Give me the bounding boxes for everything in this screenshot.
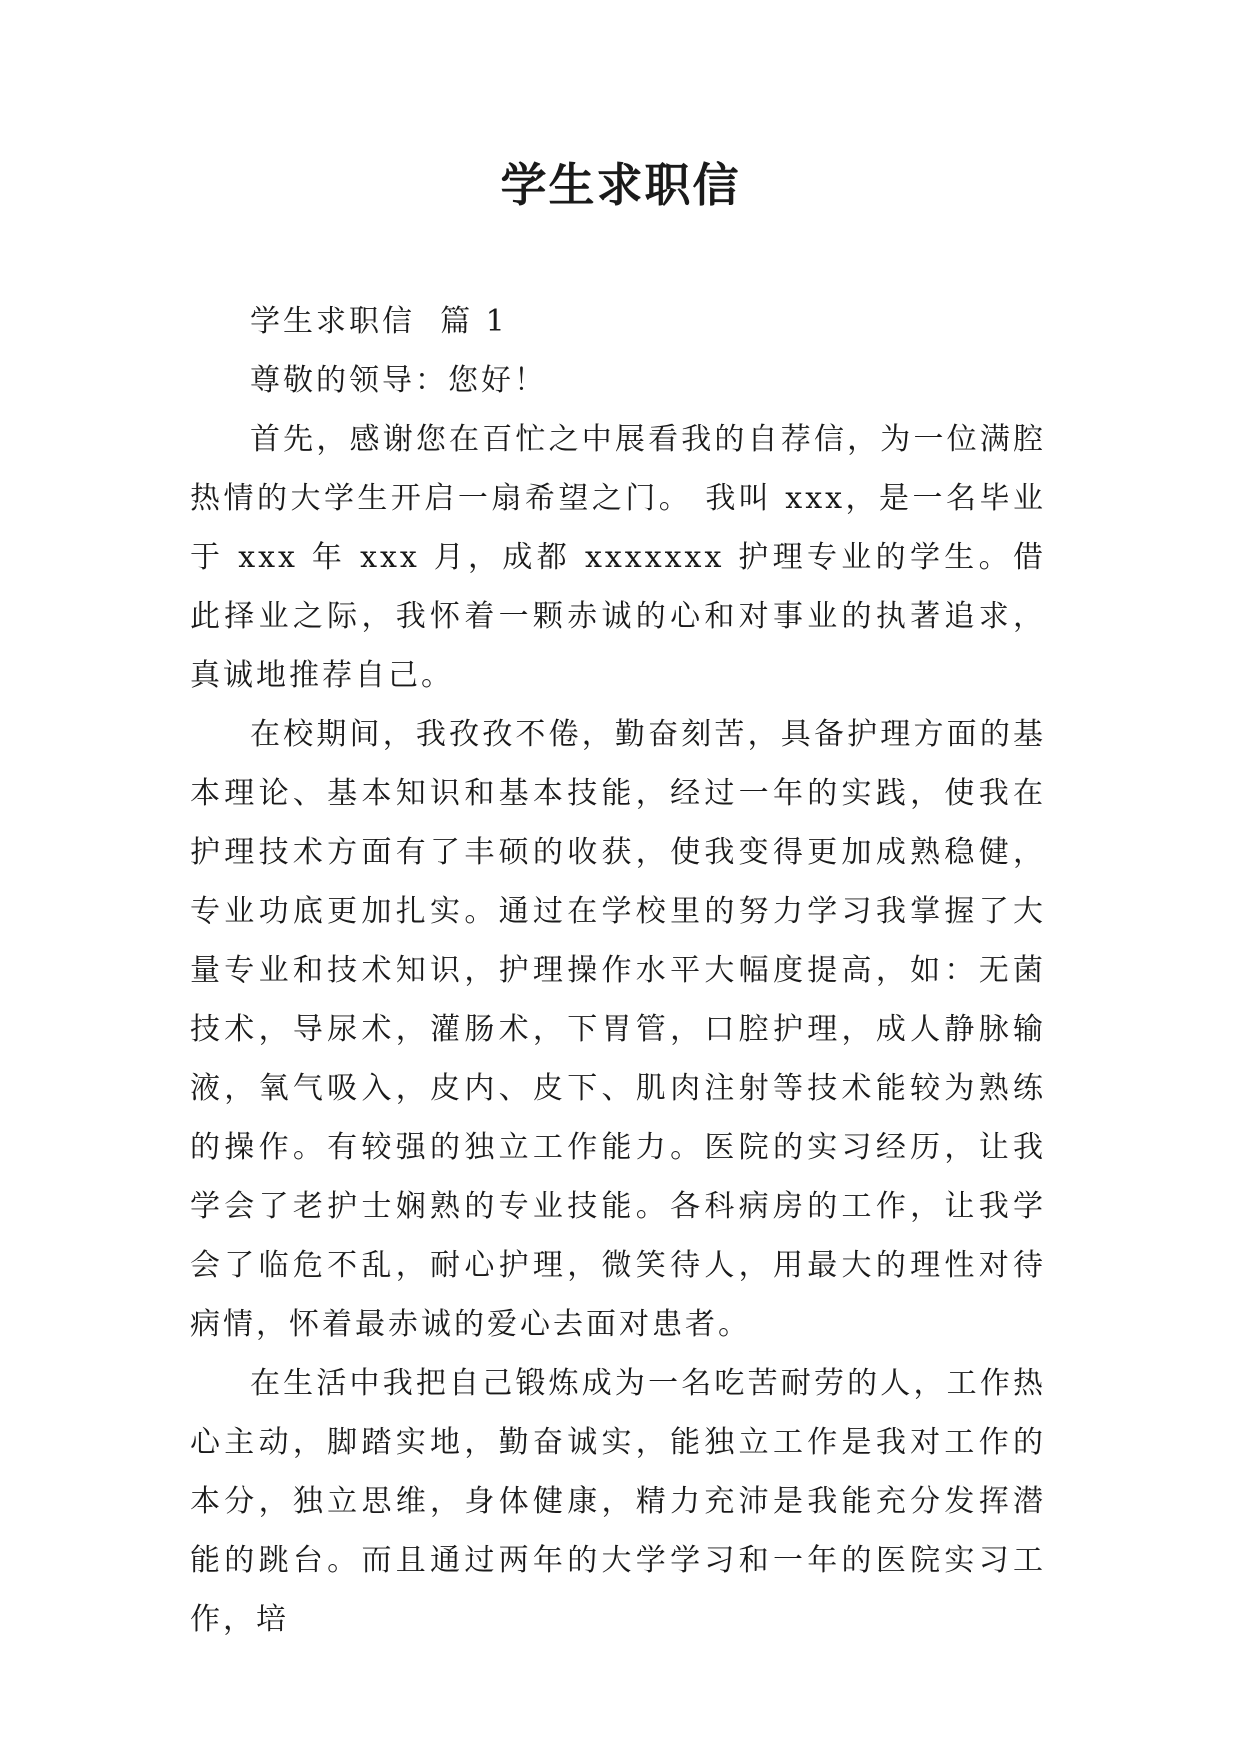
document-body bbox=[190, 292, 1046, 1649]
paragraph-life: 在生活中我把自己锻炼成为一名吃苦耐劳的人，工作热心主动，脚踏实地，勤奋诚实，能独立工作是我对工作的本分，独立思维，身体健康，精力充沛是我能充分发挥潜能的跳台。而且通过两年的大学学习和一年的医院实习工作，培 bbox=[190, 1366, 1046, 1637]
document-title: 学生求职信 bbox=[500, 158, 741, 212]
salutation: 尊敬的领导：您好！ bbox=[250, 363, 547, 398]
section-heading: 学生求职信 篇 1 bbox=[250, 304, 508, 339]
paragraph-school: 在校期间，我孜孜不倦，勤奋刻苦，具备护理方面的基本理论、基本知识和基本技能，经过一年的实践，使我在护理技术方面有了丰硕的收获，使我变得更加成熟稳健，专业功底更加扎实。通过在学校里的努力学习我掌握了大量专业和技术知识，护理操作水平大幅度提高，如：无菌技术，导尿术，灌肠术，下胃管，口腔护理，成人静脉输液，氧气吸入，皮内、皮下、肌肉注射等技术能较为熟练的操作。有较强的独立工作能力。医院的实习经历，让我学会了老护士娴熟的专业技能。各科病房的工作，让我学会了临危不乱，耐心护理，微笑待人，用最大的理性对待病情，怀着最赤诚的爱心去面对患者。 bbox=[190, 717, 1046, 1342]
paragraph-introduction: 首先，感谢您在百忙之中展看我的自荐信，为一位满腔热情的大学生开启一扇希望之门。 我叫 xxx，是一名毕业于 xxx 年 xxx 月，成都 xxxxxxx 护理专业的学生。借此择业之际，我怀着一颗赤诚的心和对事业的执著追求，真诚地推荐自己。 bbox=[190, 422, 1046, 693]
